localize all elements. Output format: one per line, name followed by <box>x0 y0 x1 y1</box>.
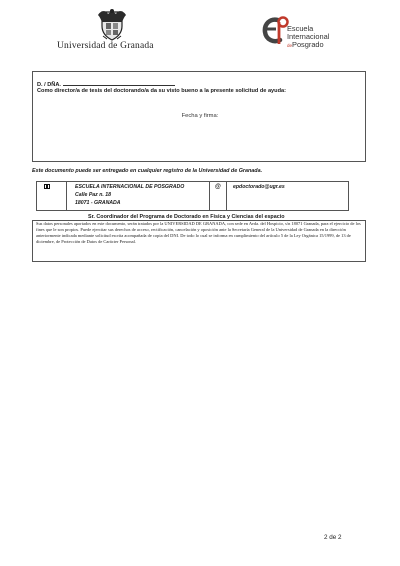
contact-email[interactable]: epdoctorado@ugr.es <box>233 184 285 190</box>
submission-note: Este documento puede ser entregado en cualquier registro de la Universidad de Granada. <box>32 168 263 174</box>
address-divider-2 <box>209 181 210 211</box>
director-name-label: D. / DÑA. <box>37 82 61 88</box>
address-divider-1 <box>66 181 67 211</box>
page-number: 2 de 2 <box>324 534 342 541</box>
school-logo-line-3-de: de <box>287 43 293 49</box>
school-logo-line-3-posgrado: Posgrado <box>292 40 324 50</box>
school-logo-line-1: Escuela <box>287 24 314 33</box>
address-divider-3 <box>226 181 227 211</box>
email-at-icon: @ <box>215 184 221 190</box>
university-name: Universidad de Granada <box>57 41 154 51</box>
director-name-row <box>37 80 175 88</box>
date-signature-label: Fecha y firma: <box>181 113 219 119</box>
university-crest-logo <box>95 8 129 42</box>
director-name-field[interactable] <box>63 80 175 86</box>
director-statement: Como director/a de tesis del doctorando/a da su visto bueno a la presente solicitud de ayuda: <box>37 88 286 94</box>
privacy-notice-text: Sus datos personales aportados en este documento, serán tratados por la UNIVERSIDAD DE GRANADA, con sede en Avda. del Hospicio, s/n 18071 Granada, para el ejercicio de los fines que le son propios. Puede ejercitar sus derechos de acceso, rectificación, cancelación y oposición ante la Secretaría General de la Universidad de Granada en la dirección anteriormente indicada mediante solicitud escrita acompañada de copia del DNI. De todo lo cual se informa en cumplimiento del artículo 5 de la Ley Orgánica 15/1999, de 13 de diciembre, de Protección de Datos de Carácter Personal. <box>36 221 361 245</box>
school-logo-line-3 <box>287 41 329 50</box>
recipient-line: Sr. Coordinador del Programa de Doctorado en Física y Ciencias del espacio <box>88 214 285 220</box>
address-line-3: 18071 - GRANADA <box>75 200 121 206</box>
school-logo-text <box>287 25 329 51</box>
mailbox-icon <box>44 184 50 189</box>
address-line-1: ESCUELA INTERNACIONAL DE POSGRADO <box>75 184 185 190</box>
address-line-2: Calle Paz n. 18 <box>75 192 112 198</box>
school-logo-line-2: Internacional <box>287 32 330 42</box>
